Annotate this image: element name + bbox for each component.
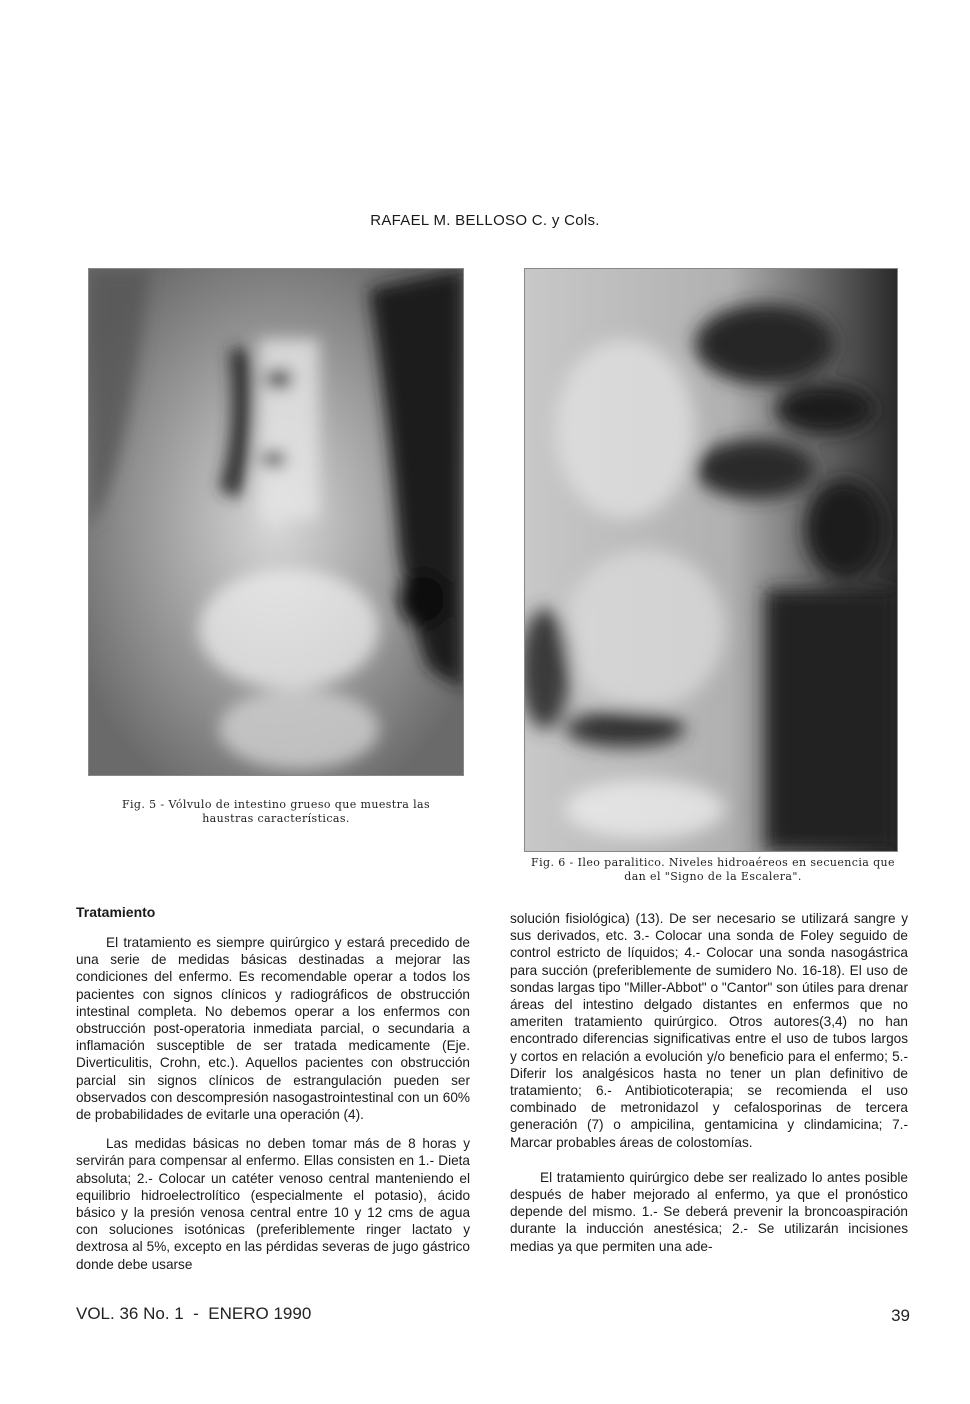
paragraph: El tratamiento es siempre quirúrgico y estará precedido de una serie de medidas básicas destinadas a mejorar las condiciones del enfermo. Es recomendable operar a todos los pacientes con signos clínicos y radiográficos de obstrucción intestinal completa. No debemos operar a los enfermos con obstrucción post-operatoria inmediata parcial, o secundaria a inflamación susceptible de ser tratada medicamente (Eje. Diverticulitis, Crohn, etc.). Aquellos pacientes con obstrucción parcial sin signos clínicos de estrangulación pueden ser observados con descompresión nasogastrointestinal con un 60% de probabilidades de evitarle una operación (4).	[76, 935, 470, 1123]
section-heading: Tratamiento	[76, 904, 156, 920]
paragraph: Las medidas básicas no deben tomar más de 8 horas y servirán para compensar al enfermo. Ellas consisten en 1.- Dieta absoluta; 2.- Colocar un catéter venoso central manteniendo el equilibrio hidroelectrolítico (especialmente el potasio), ácido básico y la presión venosa central entre 10 y 12 cms de agua con soluciones isotónicas (preferiblemente ringer lactato y dextrosa al 5%, excepto en las pérdidas severas de jugo gástrico donde debe usarse	[76, 1136, 470, 1272]
figure-5-xray-image	[88, 268, 464, 776]
figure-6-caption	[528, 856, 898, 884]
running-header: RAFAEL M. BELLOSO C. y Cols.	[370, 212, 600, 229]
paragraph: El tratamiento quirúrgico debe ser realizado lo antes posible después de haber mejorado al enfermo, ya que el pronóstico depende del mismo. 1.- Se deberá prevenir la broncoaspiración durante la inducción anestésica; 2.- Se utilizarán incisiones medias ya que permiten una ade-	[510, 1169, 908, 1254]
right-column	[510, 910, 908, 1267]
journal-footer: VOL. 36 No. 1 - ENERO 1990	[76, 1304, 312, 1323]
figure-6-number: Fig. 6 -	[531, 856, 574, 869]
figure-5-number: Fig. 5 -	[121, 798, 165, 811]
figure-6-caption-text: Ileo paralitico. Niveles hidroaéreos en secuencia que dan el "Signo de la Escalera".	[577, 856, 895, 883]
paragraph: solución fisiológica) (13). De ser necesario se utilizará sangre y sus derivados, etc. 3.- Colocar una sonda de Foley seguido de control estricto de líquidos; 4.- Colocar una sonda nasogástrica para succión (preferiblemente de sumidero No. 16-18). El uso de sondas largas tipo "Miller-Abbot" o "Cantor" son útiles para drenar áreas del intestino delgado distantes en enfermos que no ameriten tratamiento quirúrgico. Otros autores(3,4) no han encontrado diferencias significativas entre el uso de tubos largos y cortos en relación a evolución y/o beneficio para el enfermo; 5.- Diferir los analgésicos hasta no tener un plan definitivo de tratamiento; 6.- Antibioticoterapia; se recomienda el uso combinado de metronidazol y cefalosporinas de tercera generación (7) o ampicilina, gentamicina y clindamicina; 7.- Marcar probables áreas de colostomías.	[510, 911, 908, 1150]
figure-5-caption	[100, 798, 452, 826]
figure-6-xray-image	[524, 268, 898, 852]
page-number: 39	[891, 1306, 910, 1325]
figure-5-caption-text: Vólvulo de intestino grueso que muestra las haustras características.	[168, 798, 431, 825]
left-column	[76, 934, 470, 1285]
